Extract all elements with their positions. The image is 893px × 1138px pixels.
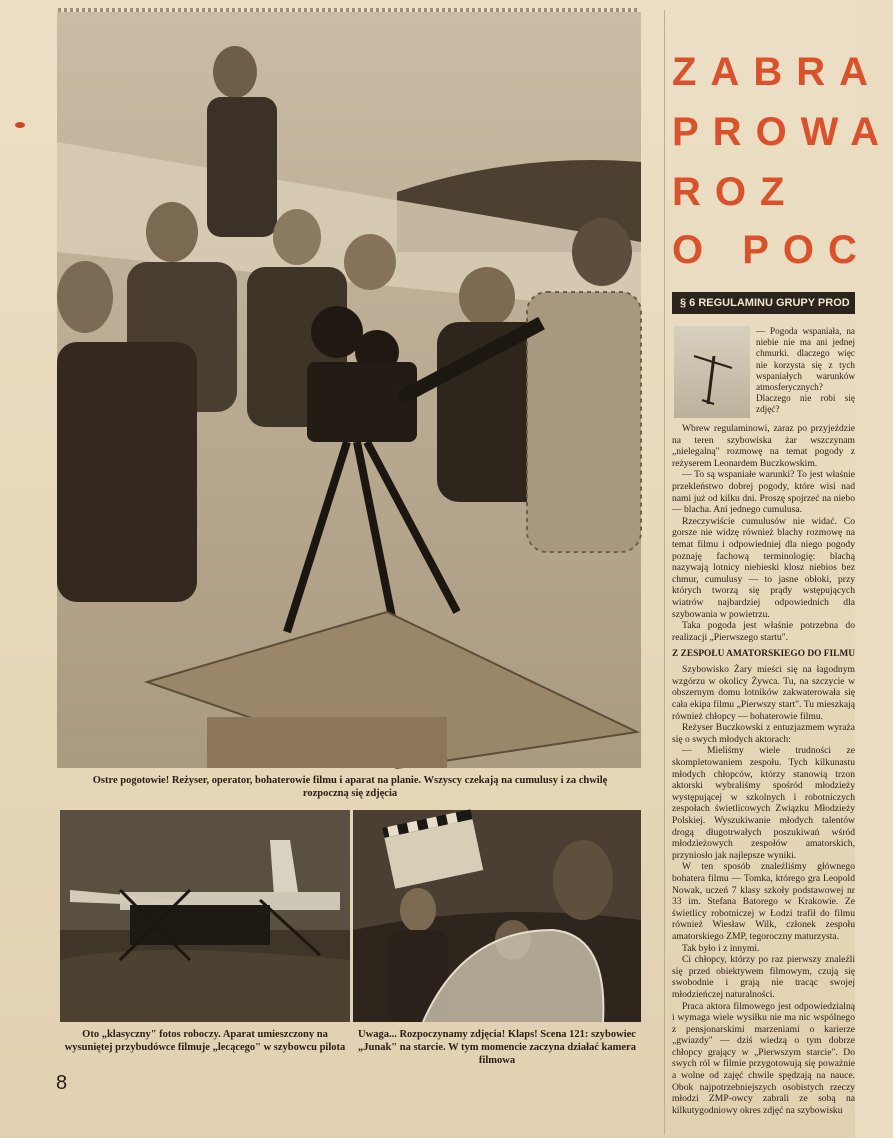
article-paragraph: Wbrew regulaminowi, zaraz po przyjeździe na teren szybowiska żar wszczynam „nielegalną" rozmowę na temat pogody z reżyserem Leonardem Buczkowskim. [672,423,855,469]
red-margin-mark [15,122,25,128]
article-paragraph: Szybowisko Żary mieści się na łagodnym wzgórzu w okolicy Żywca. Tu, na szczycie w obszernym domu lotników zakwaterowała się cała ekipa filmu „Pierwszy start". Tu mieszkają również chłopcy — bohaterowie filmu. [672,664,855,722]
bottom-left-photo [60,810,350,1022]
article-column [672,423,855,1123]
column-intro: — Pogoda wspaniała, na niebie nie ma ani jednej chmurki. dlaczego więc nie korzysta się z tych wspaniałych warunków atmosferycznych? Dlaczego nie robi się zdjęć? [756,326,855,415]
article-paragraph: Rzeczywiście cumulusów nie widać. Co gorsze nie widzę również blachy rozmowę na temat filmu i odpowiedniej dla niego pogody poznaję fachową terminologię: blachą nazywają lotnicy niebieski klosz niebios bez chmur, cumulusy — to jasne obłoki, przy których tworzą się prądy wstępujących wiatrów najbardziej odpowiednich dla szybowania w powietrzu. [672,515,855,620]
column-divider [664,10,665,1135]
section-bar: § 6 REGULAMINU GRUPY PROD [672,292,855,314]
headline-line-2: PROWA [672,110,893,154]
headline-line-1: ZABRA [672,50,882,94]
glider-photo-illustration [60,810,350,1022]
headline-line-3: ROZ [672,170,799,214]
article-paragraph: — Mieliśmy wiele trudności ze skompletowaniem zespołu. Tych kilkunastu młodych chłopców, którzy stanowią trzon aktorski wybraliśmy spośród młodzieży występującej w szkolnych i robotniczych zespołach świetlicowych Związku Młodzieży Polskiej. Wyszukiwanie młodych talentów drogą długotrwałych poszukiwań wśród młodzieżowych zespołów amatorskich, przyniosło jak najlepsze wyniki. [672,745,855,861]
main-photo-illustration [57,12,641,768]
clapper-photo-illustration [353,810,641,1022]
article-subheading: Z ZESPOŁU AMATORSKIEGO DO FILMU [672,649,856,660]
main-photo-caption: Ostre pogotowie! Reżyser, operator, bohaterowie filmu i aparat na planie. Wszyscy czekają na cumulusy i za chwilę rozpoczną się zdjęcia [92,775,608,799]
small-glider-icon [674,326,750,418]
bottom-left-caption: Oto „klasyczny" fotos roboczy. Aparat umieszczony na wysuniętej przybudówce filmuje „lecącego" w szybowcu pilota [64,1029,346,1053]
article-paragraph: W ten sposób znaleźliśmy głównego bohatera filmu — Tomka, którego gra Leopold Nowak, uczeń 7 klasy szkoły podstawowej nr 33 im. Stefana Batorego w Krakowie. Ze świetlicy robotniczej w Łodzi trafił do filmu również Wiesław Wilk, członek zespołu amatorskiego ZMP, tegoroczny maturzysta. [672,861,855,942]
article-paragraph: — To są wspaniałe warunki? To jest właśnie przekleństwo dobrej pogody, które wisi nad nami już od kilku dni. Proszę spojrzeć na niebo — blacha. Ani jednego cumulusa. [672,469,855,516]
article-paragraph: Ci chłopcy, którzy po raz pierwszy znaleźli się przed obiektywem filmowym, czują się swobodnie i grają nie tracąc swojej młodzieńczej naturalności. [672,954,855,1000]
article-paragraph: Reżyser Buczkowski z entuzjazmem wyraża się o swych młodych aktorach: [672,722,855,745]
article-paragraph: Praca aktora filmowego jest odpowiedzialną i wymaga wiele wysiłku nie ma nic wspólnego z pensjonarskimi marzeniami o karierze „gwiazdy" — dziś wiedzą o tym dobrze chłopcy grający w „Pierwszym starcie". Do swych ról w filmie przygotowują się poważnie a wolne od zajęć chwile spędzają na nauce. Obok najpotrzebniejszych osobistych rzeczy młodzi ZMP-owcy zabrali ze sobą na kilkutygodniowy okres zdjęć na szybowisku [672,1000,855,1116]
article-paragraph: Tak było i z innymi. [682,942,760,954]
bottom-right-caption: Uwaga... Rozpoczynamy zdjęcia! Klaps! Scena 121: szybowiec „Junak" na starcie. W tym momencie zaczyna działać kamera filmowa [358,1029,636,1066]
article-paragraph: Taka pogoda jest właśnie potrzebna do realizacji „Pierwszego startu". [672,620,855,643]
page-number: 8 [56,1072,68,1094]
headline-line-4: O POC [672,228,871,272]
main-photo [57,12,641,768]
column-glider-photo [674,326,750,418]
bottom-right-photo [353,810,641,1022]
